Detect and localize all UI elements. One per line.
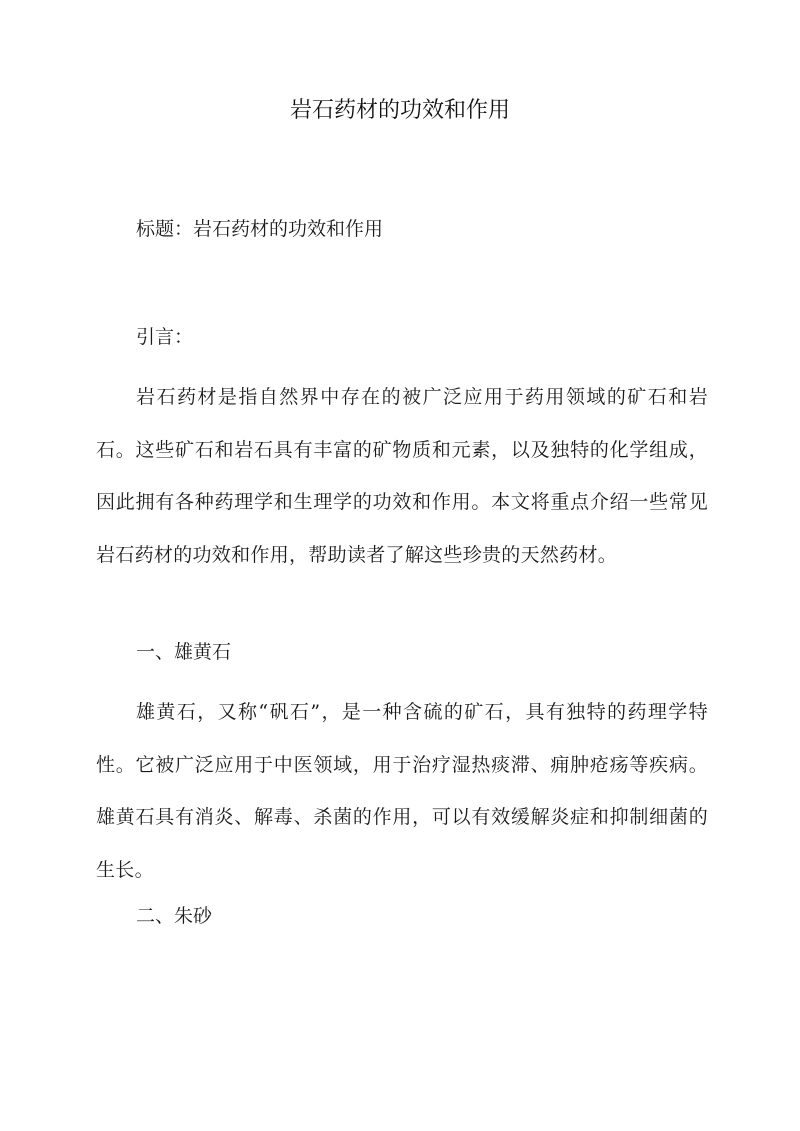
section-paragraph-realgar: 雄黄石，又称“矾石”，是一种含硫的矿石，具有独特的药理学特性。它被广泛应用于中医领域，用于治疗湿热痰滞、痈肿疮疡等疾病。雄黄石具有消炎、解毒、杀菌的作用，可以有效缓解炎症和抑制细菌的生长。 bbox=[96, 701, 708, 882]
document-title: 岩石药材的功效和作用 bbox=[289, 98, 510, 123]
subtitle-line: 标题：岩石药材的功效和作用 bbox=[136, 218, 384, 240]
section-heading-cinnabar: 二、朱砂 bbox=[136, 905, 213, 927]
intro-paragraph: 岩石药材是指自然界中存在的被广泛应用于药用领域的矿石和岩石。这些矿石和岩石具有丰富的矿物质和元素，以及独特的化学组成，因此拥有各种药理学和生理学的功效和作用。本文将重点介绍一些常见岩石药材的功效和作用，帮助读者了解这些珍贵的天然药材。 bbox=[96, 386, 708, 567]
intro-heading: 引言： bbox=[136, 326, 194, 348]
section-heading-realgar: 一、雄黄石 bbox=[136, 641, 232, 663]
